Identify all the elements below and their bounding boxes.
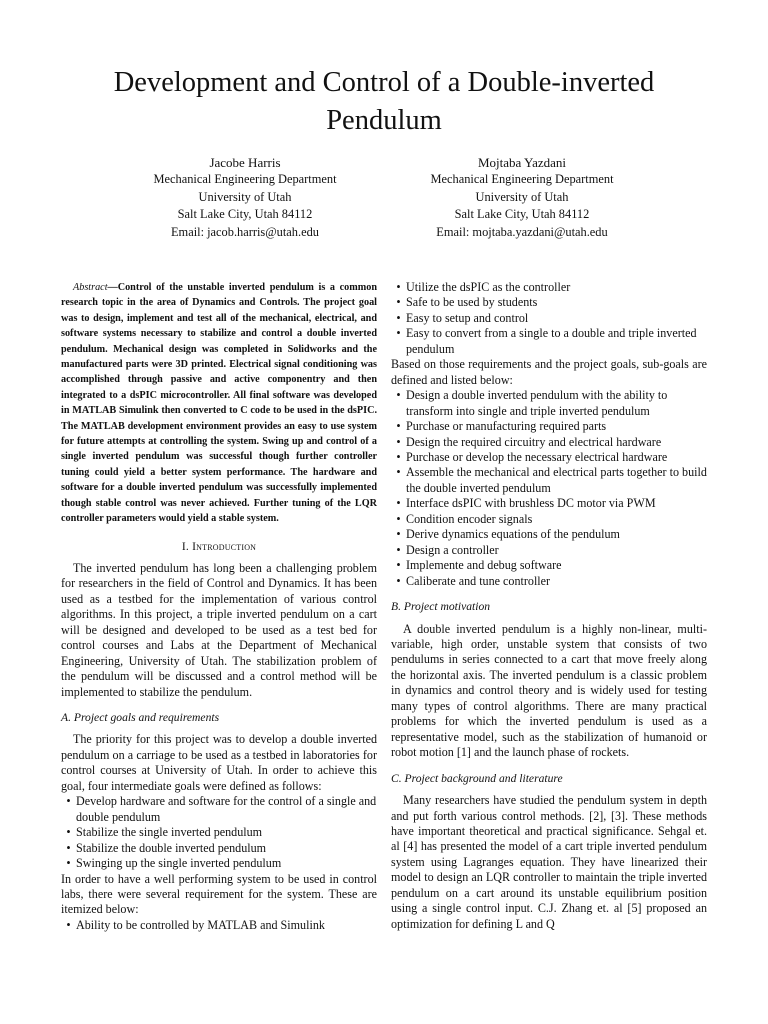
list-item-text: Caliberate and tune controller <box>406 573 551 588</box>
bullet-icon: • <box>396 419 401 434</box>
bullet-icon: • <box>66 917 71 932</box>
abstract-label: Abstract <box>73 282 108 293</box>
list-item <box>391 311 707 326</box>
list-item <box>391 450 707 465</box>
list-item-text: Develop hardware and software for the control of a single and double pendulum <box>76 794 377 824</box>
list-item-text: Derive dynamics equations of the pendulum <box>406 527 620 542</box>
list-item <box>391 419 707 434</box>
list-item <box>391 527 707 542</box>
subsection-heading-background: C. Project background and literature <box>391 771 563 785</box>
list-item <box>391 295 707 310</box>
bullet-icon: • <box>396 511 401 526</box>
list-item-text: Utilize the dsPIC as the controller <box>406 280 571 294</box>
list-item-text: Design the required circuitry and electrical hardware <box>406 434 662 449</box>
bullet-icon: • <box>396 310 401 325</box>
requirements-list <box>61 918 377 933</box>
left-column <box>61 280 377 933</box>
list-item-text: Swinging up the single inverted pendulum <box>76 856 282 871</box>
list-item <box>391 388 707 419</box>
bullet-icon: • <box>66 794 71 809</box>
list-item <box>61 794 377 825</box>
list-item-text: Easy to convert from a single to a double and triple inverted pendulum <box>406 326 697 356</box>
list-item <box>391 543 707 558</box>
list-item <box>61 825 377 840</box>
bullet-icon: • <box>66 856 71 871</box>
list-item <box>391 574 707 589</box>
list-item-text: Safe to be used by students <box>406 295 538 310</box>
subgoals-paragraph: Based on those requirements and the project goals, sub-goals are defined and listed below: <box>391 357 707 387</box>
abstract-text: —Control of the unstable inverted pendulum is a common research topic in the area of Dynamics and Controls. The project goal was to design, implement and test all of the mechanical, electrical, and software systems necessary to stabilize and control a double inverted pendulum. Mechanical design was completed in Solidworks and the manufactured parts were 3D printed. Electrical signal conditioning was accomplished through passive and active componentry and then integrated to a dsPIC microcontroller. All final software was developed in MATLAB Simulink then converted to C code to be used in the dsPIC. The MATLAB development environment provides an easy to use system for future attempts at controlling the system. Swing up and control of a single inverted pendulum was successful though further controller tuning could yield a better system performance. The hardware and software for a double inverted pendulum was successfully implemented though stable control was never achieved. Further tuning of the LQR controller parameters would yield a stable system. <box>61 282 377 525</box>
bullet-icon: • <box>396 527 401 542</box>
bullet-icon: • <box>396 434 401 449</box>
subgoals-list <box>391 388 707 589</box>
bullet-icon: • <box>396 326 401 341</box>
section-title: Introduction <box>192 539 257 553</box>
bullet-icon: • <box>396 542 401 557</box>
author-department: Mechanical Engineering Department <box>430 172 614 187</box>
list-item <box>391 512 707 527</box>
bullet-icon: • <box>396 465 401 480</box>
bullet-icon: • <box>396 558 401 573</box>
list-item-text: Easy to setup and control <box>406 310 529 325</box>
list-item-text: Purchase or manufacturing required parts <box>406 419 607 434</box>
list-item-text: Stabilize the double inverted pendulum <box>76 840 267 855</box>
author-department: Mechanical Engineering Department <box>153 172 337 187</box>
author-university: University of Utah <box>475 189 569 204</box>
list-item-text: Implemente and debug software <box>406 558 562 573</box>
bullet-icon: • <box>66 840 71 855</box>
list-item <box>61 918 377 933</box>
list-item-text: Interface dsPIC with brushless DC motor via PWM <box>406 496 656 511</box>
list-item <box>391 465 707 496</box>
requirements-list-continued <box>391 280 707 357</box>
bullet-icon: • <box>396 280 401 294</box>
bullet-icon: • <box>396 573 401 588</box>
list-item <box>391 435 707 450</box>
list-item-text: Ability to be controlled by MATLAB and Simulink <box>76 917 325 932</box>
list-item-text: Design a controller <box>406 542 499 557</box>
goals-list <box>61 794 377 871</box>
requirements-paragraph: In order to have a well performing system to be used in control labs, there were several requirement for the system. These are itemized below: <box>61 871 377 917</box>
list-item <box>391 496 707 511</box>
list-item-text: Design a double inverted pendulum with the ability to transform into single and triple inverted pendulum <box>406 388 668 418</box>
subsection-heading-motivation: B. Project motivation <box>391 600 491 614</box>
bullet-icon: • <box>396 496 401 511</box>
bullet-icon: • <box>396 388 401 403</box>
author-email: Email: mojtaba.yazdani@utah.edu <box>436 224 608 239</box>
section-number: I. <box>181 539 193 553</box>
author-name: Mojtaba Yazdani <box>477 155 567 170</box>
author-university: University of Utah <box>198 189 292 204</box>
right-column <box>391 280 707 932</box>
list-item <box>391 558 707 573</box>
motivation-paragraph: A double inverted pendulum is a highly non-linear, multi-variable, high order, unstable system that consists of two pendulums in series connected to a cart that move freely along the horizontal axis. The inverted pendulum is a classic problem in dynamics and control theory and is widely used for testing many types of control algorithms. There are many practical problems for which the inverted pendulum is used as a representative model, such as the stabilization of humanoid or robot motion [1] and the launch phase of rockets. <box>391 621 707 760</box>
author-city: Salt Lake City, Utah 84112 <box>454 207 590 222</box>
author-block-1 <box>115 154 375 241</box>
subsection-heading-goals: A. Project goals and requirements <box>61 711 220 725</box>
section-heading-introduction <box>61 539 377 554</box>
list-item-text: Stabilize the single inverted pendulum <box>76 825 263 840</box>
list-item <box>391 326 707 357</box>
list-item <box>61 841 377 856</box>
author-email: Email: jacob.harris@utah.edu <box>170 224 319 239</box>
list-item <box>391 280 707 295</box>
list-item-text: Condition encoder signals <box>406 511 533 526</box>
author-name: Jacobe Harris <box>209 155 281 170</box>
paper-title: Development and Control of a Double-inverted Pendulum <box>113 67 655 136</box>
intro-paragraph: The inverted pendulum has long been a challenging problem for researchers in the field of Control and Dynamics. It has been used as a testbed for the implementation of various control algorithms. In this project, a triple inverted pendulum on a cart will be designed and developed to be used as a test bed for control courses and Labs at the Department of Mechanical Engineering, University of Utah. The stabilization problem of the pendulum will be discussed and a control method will be implemented to stabilize the pendulum. <box>61 560 377 699</box>
bullet-icon: • <box>396 449 401 464</box>
bullet-icon: • <box>66 825 71 840</box>
bullet-icon: • <box>396 295 401 310</box>
author-city: Salt Lake City, Utah 84112 <box>177 207 313 222</box>
goals-paragraph: The priority for this project was to develop a double inverted pendulum on a carriage to be used as a testbed in laboratories for control courses at University of Utah. In order to achieve this goal, four intermediate goals were defined as follows: <box>61 732 377 793</box>
list-item <box>61 856 377 871</box>
list-item-text: Assemble the mechanical and electrical parts together to build the double inverted pendulum <box>406 465 707 495</box>
abstract <box>61 280 377 527</box>
author-block-2 <box>392 154 652 241</box>
background-paragraph: Many researchers have studied the pendulum system in depth and put forth various control methods. [2], [3]. These methods have important theoretical and practical significance. Sehgal et. al [4] has presented the model of a cart triple inverted pendulum system using Lagranges equation. They have linearized their model to design an LQR controller to maintain the triple inverted pendulum on a cart around its unstable equilibrium position using a single control input. C.J. Zhang et. al [5] proposed an optimization for defining L and Q <box>391 793 707 931</box>
list-item-text: Purchase or develop the necessary electrical hardware <box>406 449 668 464</box>
